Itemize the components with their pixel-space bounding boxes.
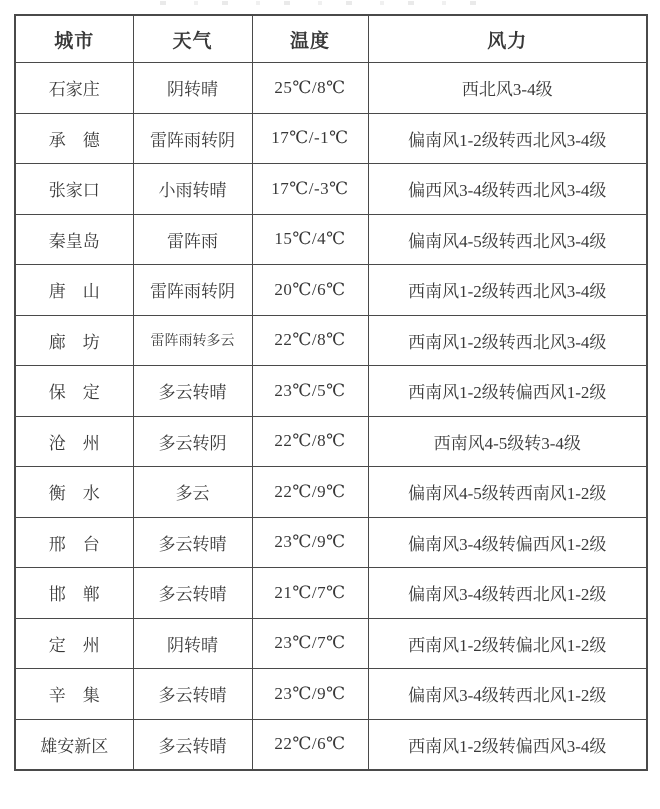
weather-cell: 雷阵雨转阴 [133, 113, 252, 164]
temperature-cell: 20℃/6℃ [252, 265, 368, 316]
weather-cell: 多云转晴 [133, 517, 252, 568]
wind-cell: 偏南风4-5级转西北风3-4级 [368, 214, 647, 265]
header-row [15, 15, 647, 63]
wind-cell: 偏南风1-2级转西北风3-4级 [368, 113, 647, 164]
temperature-cell: 15℃/4℃ [252, 214, 368, 265]
temperature-cell: 23℃/5℃ [252, 366, 368, 417]
weather-cell: 多云转晴 [133, 366, 252, 417]
city-cell: 张家口 [15, 164, 133, 215]
table-row [15, 568, 647, 619]
wind-cell: 偏南风3-4级转偏西风1-2级 [368, 517, 647, 568]
table-row [15, 214, 647, 265]
city-cell: 邯 郸 [15, 568, 133, 619]
temperature-cell: 22℃/9℃ [252, 467, 368, 518]
table-row [15, 164, 647, 215]
weather-cell: 多云 [133, 467, 252, 518]
column-header-weather: 天气 [133, 15, 252, 63]
weather-cell: 多云转晴 [133, 568, 252, 619]
city-cell: 廊 坊 [15, 315, 133, 366]
city-cell: 辛 集 [15, 669, 133, 720]
temperature-cell: 21℃/7℃ [252, 568, 368, 619]
table-row [15, 467, 647, 518]
city-cell: 雄安新区 [15, 719, 133, 770]
city-cell: 承 德 [15, 113, 133, 164]
table-row [15, 63, 647, 114]
table-row [15, 669, 647, 720]
weather-cell: 雷阵雨转多云 [133, 315, 252, 366]
temperature-cell: 23℃/7℃ [252, 618, 368, 669]
temperature-cell: 22℃/8℃ [252, 315, 368, 366]
wind-cell: 西南风1-2级转偏西风1-2级 [368, 366, 647, 417]
city-cell: 唐 山 [15, 265, 133, 316]
city-cell: 定 州 [15, 618, 133, 669]
table-row [15, 366, 647, 417]
table-row [15, 113, 647, 164]
temperature-cell: 17℃/-3℃ [252, 164, 368, 215]
wind-cell: 偏南风4-5级转西南风1-2级 [368, 467, 647, 518]
wind-cell: 偏西风3-4级转西北风3-4级 [368, 164, 647, 215]
weather-table [14, 14, 648, 771]
wind-cell: 西北风3-4级 [368, 63, 647, 114]
city-cell: 沧 州 [15, 416, 133, 467]
column-header-temperature: 温度 [252, 15, 368, 63]
table-row [15, 416, 647, 467]
table-body [15, 63, 647, 771]
wind-cell: 西南风1-2级转西北风3-4级 [368, 265, 647, 316]
weather-cell: 阴转晴 [133, 618, 252, 669]
column-header-wind: 风力 [368, 15, 647, 63]
wind-cell: 偏南风3-4级转西北风1-2级 [368, 669, 647, 720]
table-row [15, 517, 647, 568]
temperature-cell: 17℃/-1℃ [252, 113, 368, 164]
city-cell: 邢 台 [15, 517, 133, 568]
wind-cell: 西南风4-5级转3-4级 [368, 416, 647, 467]
city-cell: 石家庄 [15, 63, 133, 114]
city-cell: 秦皇岛 [15, 214, 133, 265]
city-cell: 衡 水 [15, 467, 133, 518]
weather-cell: 雷阵雨转阴 [133, 265, 252, 316]
weather-cell: 阴转晴 [133, 63, 252, 114]
wind-cell: 西南风1-2级转西北风3-4级 [368, 315, 647, 366]
table-row [15, 315, 647, 366]
weather-cell: 雷阵雨 [133, 214, 252, 265]
wind-cell: 偏南风3-4级转西北风1-2级 [368, 568, 647, 619]
cropped-text-remnant [160, 1, 490, 5]
temperature-cell: 25℃/8℃ [252, 63, 368, 114]
weather-cell: 小雨转晴 [133, 164, 252, 215]
weather-cell: 多云转晴 [133, 669, 252, 720]
weather-cell: 多云转晴 [133, 719, 252, 770]
city-cell: 保 定 [15, 366, 133, 417]
wind-cell: 西南风1-2级转偏西风3-4级 [368, 719, 647, 770]
temperature-cell: 22℃/8℃ [252, 416, 368, 467]
column-header-city: 城市 [15, 15, 133, 63]
wind-cell: 西南风1-2级转偏北风1-2级 [368, 618, 647, 669]
table-row [15, 719, 647, 770]
weather-cell: 多云转阴 [133, 416, 252, 467]
temperature-cell: 23℃/9℃ [252, 669, 368, 720]
table-row [15, 265, 647, 316]
table-row [15, 618, 647, 669]
temperature-cell: 22℃/6℃ [252, 719, 368, 770]
temperature-cell: 23℃/9℃ [252, 517, 368, 568]
